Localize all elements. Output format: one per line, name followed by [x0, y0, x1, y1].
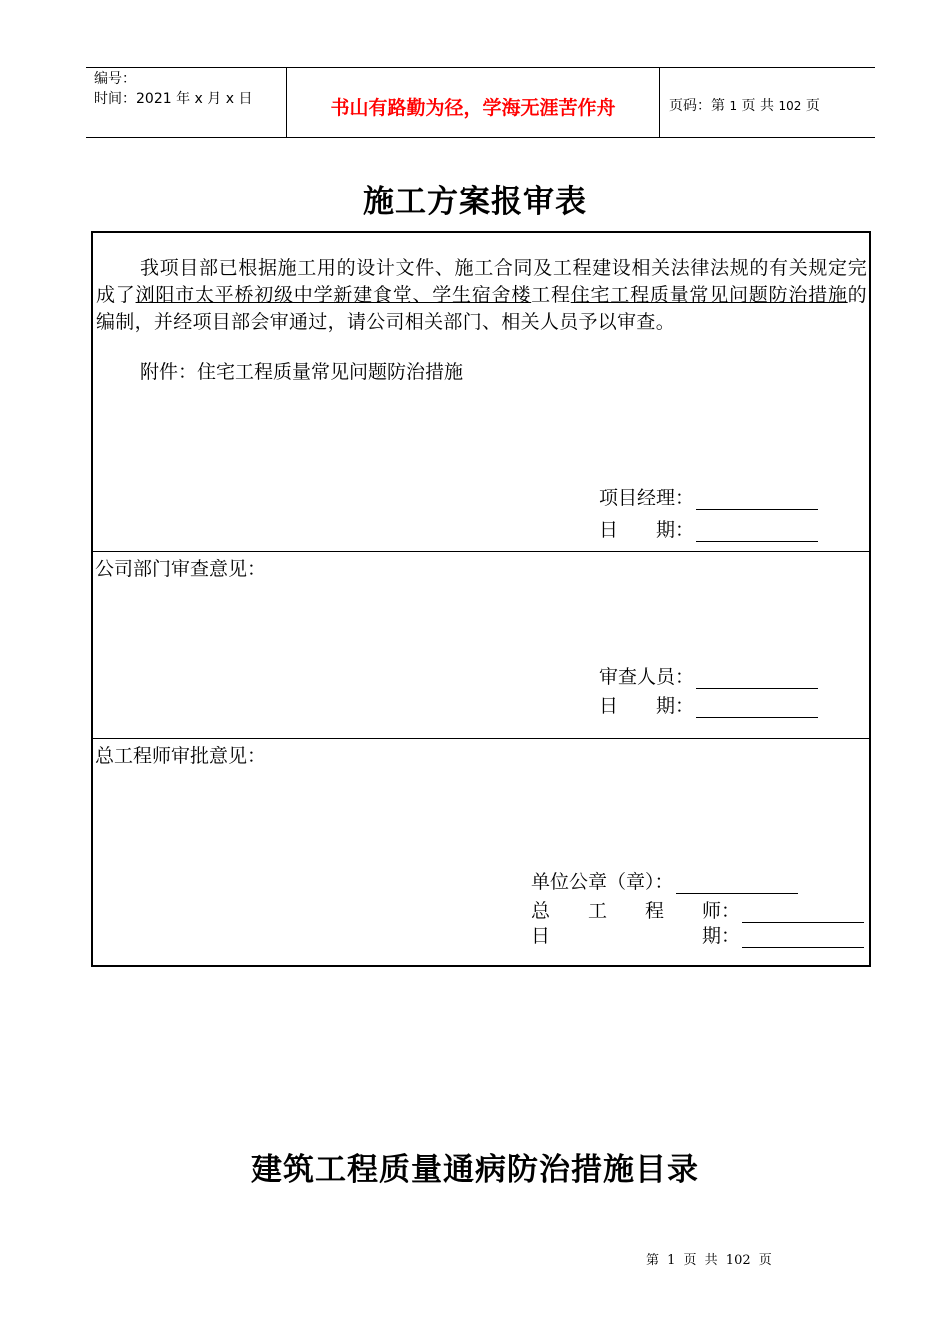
- header-motto-cell: [286, 68, 660, 137]
- attachment-line: 附件：住宅工程质量常见问题防治措施: [140, 361, 464, 383]
- review-date-field[interactable]: [696, 701, 818, 718]
- contents-title: 建筑工程质量通病防治措施目录: [251, 1152, 699, 1188]
- page-label: 页码：第: [669, 98, 725, 114]
- serial-number-label: 编号：: [94, 71, 136, 87]
- review-form: [91, 231, 871, 967]
- approval-date-label: 日 期：: [531, 925, 741, 947]
- project-manager-sign: [599, 483, 818, 510]
- unit-seal-label: 单位公章（章）：: [531, 871, 674, 893]
- unit-seal-sign: [531, 867, 798, 894]
- project-manager-field[interactable]: [696, 493, 818, 510]
- submission-text-3: 的编制，并经项目部会审通过，请公司相关部门、相关人员予以审查。: [96, 284, 867, 333]
- form-title: 施工方案报审表: [363, 184, 587, 220]
- motto: 书山有路勤为径，学海无涯苦作舟: [330, 97, 616, 119]
- submission-date-sign: [599, 515, 818, 542]
- chief-engineer-heading: 总工程师审批意见：: [95, 745, 267, 767]
- time-label: 时间：2021 年 x 月 x 日: [94, 91, 253, 107]
- department-review-section: [93, 552, 869, 739]
- review-date-label: 日 期：: [599, 695, 695, 717]
- reviewer-label: 审查人员：: [599, 666, 695, 688]
- header-info-cell: [86, 68, 286, 137]
- project-name: 浏阳市太平桥初级中学新建食堂、学生宿舍楼: [135, 284, 532, 306]
- unit-seal-field[interactable]: [676, 877, 798, 894]
- submission-section: [93, 233, 869, 552]
- department-review-heading: 公司部门审查意见：: [95, 558, 267, 580]
- scheme-name: 住宅工程质量常见问题防治措施: [570, 284, 848, 306]
- chief-engineer-sign: [531, 896, 864, 923]
- project-manager-label: 项目经理：: [599, 487, 695, 509]
- submission-text-2: 工程: [531, 284, 571, 306]
- page-indicator: [669, 95, 820, 115]
- page-total: 102: [778, 99, 802, 113]
- review-date-sign: [599, 691, 818, 718]
- approval-date-field[interactable]: [742, 931, 864, 948]
- header-page-cell: [659, 68, 875, 137]
- document-header: [86, 67, 875, 138]
- submission-date-field[interactable]: [696, 525, 818, 542]
- page-number: 1: [729, 99, 738, 113]
- chief-engineer-section: [93, 739, 869, 965]
- chief-engineer-label: 总 工 程 师：: [531, 900, 741, 922]
- page-mid: 页 共: [741, 98, 774, 114]
- page-footer: 第 1 页 共 102 页: [646, 1253, 772, 1268]
- submission-date-label: 日 期：: [599, 519, 695, 541]
- submission-text-1: 我项目部已根据施工用的设计文件、施工合同及工程建设相关法律法规的有关规定完成了: [96, 257, 867, 306]
- page-end: 页: [805, 98, 820, 114]
- reviewer-field[interactable]: [696, 672, 818, 689]
- submission-paragraph: [96, 255, 867, 336]
- reviewer-sign: [599, 662, 818, 689]
- approval-date-sign: [531, 921, 864, 948]
